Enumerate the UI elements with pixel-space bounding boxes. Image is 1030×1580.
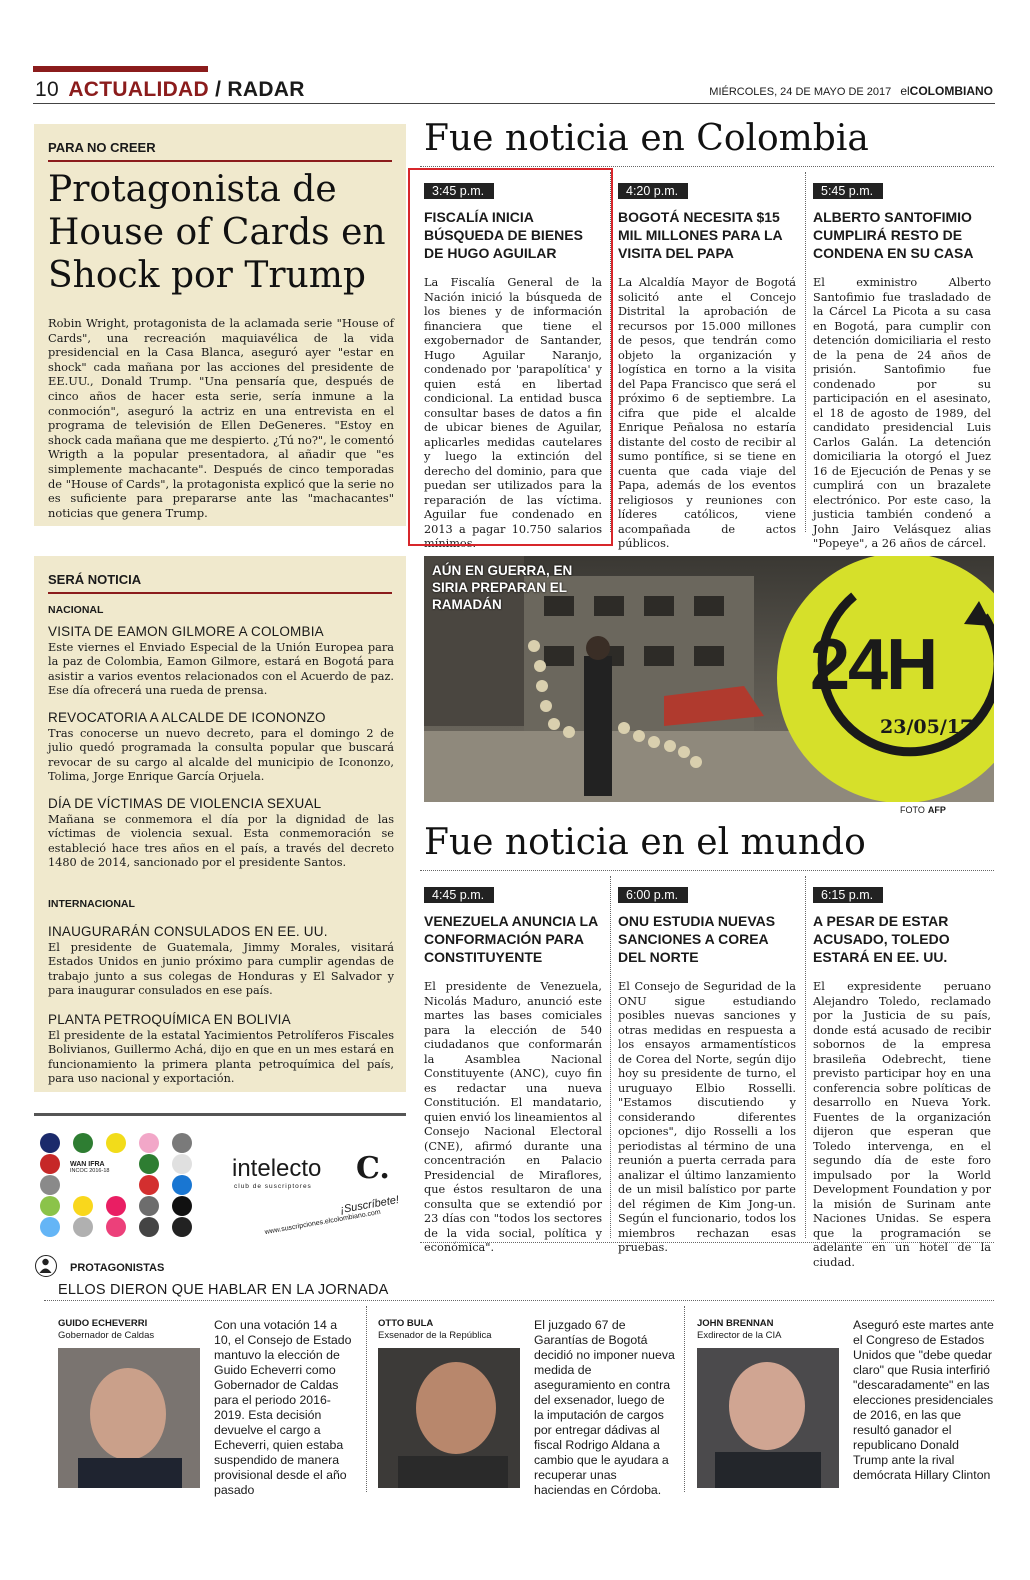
news-item <box>424 886 602 1256</box>
para-no-creer-panel <box>34 124 406 526</box>
news-headline: ALBERTO SANTOFIMIO CUMPLIRÁ RESTO DE CONDENA EN SU CASA <box>813 209 974 261</box>
page-header <box>33 74 995 104</box>
color-dot <box>40 1154 60 1174</box>
header-right <box>709 84 993 98</box>
news-body: El Consejo de Seguridad de la ONU sigue estudiando posibles nuevas sanciones y otras medidas en respuesta a los ensayos armamentísticos de Corea del Norte, según dijo hoy su presidente de turno, el uruguayo Elbio Rosselli. "Estamos discutiendo y considerando diferentes opciones", dijo Rosselli a los periodistas al término de una reunión a puerta cerrada para analizar el último lanzamiento de un misil balístico por parte del régimen de Kim Jong-un. Según el funcionario, todos los miembros rechazan esas pruebas. <box>618 980 796 1254</box>
news-headline: BOGOTÁ NECESITA $15 MIL MILLONES PARA LA VISITA DEL PAPA <box>618 209 783 261</box>
news-headline: A PESAR DE ESTAR ACUSADO, TOLEDO ESTARÁ EN EE. UU. <box>813 913 950 965</box>
color-dot <box>139 1217 159 1237</box>
24h-date: 23/05/17 <box>880 716 974 738</box>
ad-separator <box>34 1113 406 1116</box>
news-time: 4:20 p.m. <box>618 183 688 199</box>
section-label <box>35 78 305 102</box>
agenda-item <box>48 924 394 999</box>
section-name: ACTUALIDAD <box>68 78 209 101</box>
news-time: 4:45 p.m. <box>424 887 494 903</box>
protagonist-text: Con una votación 14 a 10, el Consejo de Estado mantuvo la elección de Guido Echeverri como Gobernador de Caldas para el periodo 2016-2019. Esta decisión devuelve el cargo a Echeverri, quien estaba suspendido de manera provisional desde el año pasado <box>214 1318 352 1497</box>
agenda-item-body: Mañana se conmemora el día por la dignidad de las víctimas de violencia sexual. Esta conmemoración se estableció hace tres años en el país, a través del decreto 1480 de 2014, sancionado por el presidente Santos. <box>48 813 394 870</box>
news-item <box>813 886 991 1270</box>
color-dot <box>139 1196 159 1216</box>
photo-caption: AÚN EN GUERRA, EN SIRIA PREPARAN EL RAMADÁN <box>432 563 573 612</box>
section-rule <box>420 870 994 871</box>
photo-credit-agency: AFP <box>927 805 946 815</box>
news-body: El expresidente peruano Alejandro Toledo, reclamado por la Justicia de su país, donde está acusado de recibir sobornos de la empresa brasileña Odebrecht, tiene previsto participar hoy en una conferencia sobre políticas de desarrollo en Nueva York. Fuentes de la organización dijeron que esperan que Toledo intervenga, en el segundo día de este foro impulsado por la World Development Foundation y por la misión de Surinam ante Naciones Unidas. Se espera que la programación se adelante en un hotel de la ciudad. <box>813 980 991 1269</box>
para-no-creer-body: Robin Wright, protagonista de la aclamada serie "House of Cards", una recreación maquiavélica de la vida presidencial en la Casa Blanca, aseguró ayer "estar en shock" cada mañana por las acciones del presidente de EE.UU., Donald Trump. "Una pensaría que, después de cinco años de hacer esta serie, sería inmune a la conmoción", aseguró la actriz en una entrevista en el programa de televisión de Ellen DeGeneres. "Estoy en shock cada mañana que me despierto. ¿Tú no?", le comentó Wrigth a la popular presentadora, al añadir que "es simplemente machacante". Después de cinco temporadas de "House of Cards", la protagonista explicó que la serie no es suficiente para prepararse ante las "machacantes" noticias que genera Trump. <box>48 316 394 520</box>
subsection-name: RADAR <box>227 78 305 101</box>
news-time: 3:45 p.m. <box>424 183 494 199</box>
news-body: El presidente de Venezuela, Nicolás Maduro, anunció este martes las bases comiciales para la elección de 540 ciudadanos que conformarán la Asamblea Nacional Constituyente (ANC), cuyo fin es redactar una nueva Constitución. El mandatario, quien envió los lineamientos al Consejo Nacional Electoral (CNE), afirmó durante una concentración en Palacio Presidencial de Miraflores, que éstos resultaron de una consulta que se extendió por 23 días con "todos los sectores de la vida social, política y económica". <box>424 980 602 1254</box>
section-rule <box>420 166 994 167</box>
protagonist-photo <box>58 1348 200 1488</box>
color-dot <box>40 1196 60 1216</box>
el-colombiano-mark: C. <box>356 1151 390 1186</box>
agenda-item <box>48 796 394 871</box>
para-no-creer-headline: Protagonista de House of Cards en Shock por Trump <box>48 169 386 296</box>
color-dot <box>40 1133 60 1153</box>
person-icon <box>35 1255 57 1277</box>
news-body: La Fiscalía General de la Nación inició la búsqueda de los bienes y de información financiera que tiene el exgobernador de Santander, Hugo Aguilar Naranjo, condenado por 'parapolítica' y quien está en libertad condicional. La entidad busca consultar bases de datos a fin de ubicar bienes de Aguilar, aplicarles medidas cautelares y luego la extinción del derecho del dominio, para que puedan ser utilizados para la reparación de las víctima. Aguilar fue condenado en 2013 a pagar 10.750 salarios mínimos. <box>424 276 602 550</box>
color-dot <box>172 1175 192 1195</box>
protagonist-name: JOHN BRENNAN <box>697 1318 774 1329</box>
highlight-box <box>408 168 613 546</box>
agenda-item-title: VISITA DE EAMON GILMORE A COLOMBIA <box>48 624 324 639</box>
brand-prefix: el <box>900 84 910 98</box>
protagonistas-subtitle: ELLOS DIERON QUE HABLAR EN LA JORNADA <box>58 1282 389 1298</box>
color-dot <box>106 1217 126 1237</box>
agenda-item-title: INAUGURARÁN CONSULADOS EN EE. UU. <box>48 924 328 939</box>
protagonist-name: OTTO BULA <box>378 1318 434 1329</box>
protagonistas-kicker: PROTAGONISTAS <box>70 1262 165 1274</box>
section-separator: / <box>215 78 222 101</box>
wan-ifra-logo <box>70 1161 122 1174</box>
column-divider <box>610 876 611 1238</box>
section-rule <box>44 1300 994 1301</box>
news-item <box>618 182 796 552</box>
news-item <box>618 886 796 1256</box>
photo-credit-label: FOTO <box>900 805 925 815</box>
internacional-label: INTERNACIONAL <box>48 898 135 910</box>
color-dot <box>106 1133 126 1153</box>
protagonist-text: Aseguró este martes ante el Congreso de Estados Unidos que "debe quedar claro" que Rusia interfirió "descaradamente" en las elecciones presidenciales de 2016, en las que resultó ganador el republicano Donald Trump ante la rival demócrata Hillary Clinton <box>853 1318 994 1482</box>
color-dot <box>172 1133 192 1153</box>
news-time: 5:45 p.m. <box>813 183 883 199</box>
agenda-item-title: REVOCATORIA A ALCALDE DE ICONONZO <box>48 710 326 725</box>
wan-ifra-logo-sub: INCOC 2016-18 <box>70 1168 110 1174</box>
section-rule <box>420 1242 994 1243</box>
agenda-item-body: Este viernes el Enviado Especial de la Unión Europea para la paz de Colombia, Eamon Gilmore, estará en Bogotá para asistir a varios eventos relacionados con el Acuerdo de paz. Ese día ofrecerá una rueda de prensa. <box>48 641 394 698</box>
protagonist-role: Exsenador de la República <box>378 1330 492 1341</box>
news-item <box>813 182 991 552</box>
intelecto-sub: club de suscriptores <box>234 1183 312 1190</box>
wan-ifra-logo-text: WAN IFRA <box>70 1161 105 1168</box>
color-dot <box>172 1217 192 1237</box>
agenda-item <box>48 624 394 699</box>
color-dot <box>139 1133 159 1153</box>
agenda-item <box>48 710 394 785</box>
24h-badge: 24H <box>810 625 937 705</box>
kicker-rule <box>48 160 392 162</box>
color-dot <box>139 1154 159 1174</box>
protagonist-photo <box>378 1348 520 1488</box>
color-dot <box>106 1196 126 1216</box>
photo-credit <box>900 805 946 815</box>
color-dot <box>40 1217 60 1237</box>
color-dot <box>139 1175 159 1195</box>
color-dot <box>73 1133 93 1153</box>
agenda-item <box>48 1012 394 1087</box>
color-dot <box>73 1217 93 1237</box>
agenda-item-body: El presidente de la estatal Yacimientos Petrolíferos Fiscales Bolivianos, Guillermo Achá, dijo en que en un mes estará en funcionamiento la primera planta petroquímica del país, para uso nacional y exportación. <box>48 1029 394 1086</box>
news-headline: FISCALÍA INICIA BÚSQUEDA DE BIENES DE HUGO AGUILAR <box>424 209 583 261</box>
color-dot <box>172 1196 192 1216</box>
news-headline: ONU ESTUDIA NUEVAS SANCIONES A COREA DEL NORTE <box>618 913 776 965</box>
kicker-rule <box>48 592 392 594</box>
protagonist-role: Exdirector de la CIA <box>697 1330 782 1341</box>
column-divider <box>805 172 806 532</box>
header-accent-bar <box>33 66 208 72</box>
color-dot <box>40 1175 60 1195</box>
protagonist-photo <box>697 1348 839 1488</box>
brand-name: COLOMBIANO <box>909 84 993 98</box>
mundo-section-title: Fue noticia en el mundo <box>424 822 866 863</box>
nacional-label: NACIONAL <box>48 604 104 616</box>
agenda-item-body: Tras conocerse un nuevo decreto, para el domingo 2 de julio quedó programada la consulta popular que buscará revocar de su cargo al alcalde del municipio de Icononzo, Tolima, Jorge Enrique García Orjuela. <box>48 727 394 784</box>
news-time: 6:15 p.m. <box>813 887 883 903</box>
protagonist-role: Gobernador de Caldas <box>58 1330 155 1341</box>
color-dot <box>172 1154 192 1174</box>
para-no-creer-kicker: PARA NO CREER <box>48 140 156 155</box>
column-divider <box>805 876 806 1238</box>
sera-noticia-panel <box>34 556 406 1092</box>
issue-date: MIÉRCOLES, 24 DE MAYO DE 2017 <box>709 86 892 98</box>
subscribe-cta[interactable]: ¡Suscríbete! <box>339 1193 400 1217</box>
subscribe-url[interactable]: www.suscripciones.elcolombiano.com <box>264 1208 382 1237</box>
news-photo <box>424 556 994 802</box>
news-body: La Alcaldía Mayor de Bogotá solicitó ante el Concejo Distrital la aprobación de recursos por 15.000 millones de pesos, que tendrán como objeto la organización y logística en torno a la visita del Papa Francisco que será el próximo 6 de septiembre. La cifra que pide el alcalde Enrique Peñalosa no estaría distante del costo de recibir al sumo pontífice, si se tiene en cuenta que cada viaje del Papa, además de los eventos religiosos y reuniones con líderes católicos, viene acompañada de actos públicos. <box>618 276 796 550</box>
news-headline: VENEZUELA ANUNCIA LA CONFORMACIÓN PARA CONSTITUYENTE <box>424 913 598 965</box>
sera-noticia-kicker: SERÁ NOTICIA <box>48 572 142 587</box>
intelecto-logo: intelecto <box>232 1155 322 1182</box>
news-body: El exministro Alberto Santofimio fue trasladado de la Cárcel La Picota a su casa en Bogotá, para cumplir con detención domiciliaria el resto de la pena de 24 años de prisión. Santofimio fue condenado por su participación en el asesinato, el 18 de agosto de 1989, del candidato presidencial Luis Carlos Galán. La detención domiciliaria la otorgó el Juez 16 de Ejecución de Penas y se cumplirá con un brazalete electrónico. Por este caso, la justicia también condenó a John Jairo Velásquez alias "Popeye", a 26 años de cárcel. <box>813 276 991 550</box>
column-divider <box>684 1306 685 1492</box>
agenda-item-body: El presidente de Guatemala, Jimmy Morales, visitará Estados Unidos en junio próximo para cumplir agendas de trabajo junto a sus colegas de Honduras y El Salvador y para inaugurar consulados en ese país. <box>48 941 394 998</box>
page-number: 10 <box>35 78 59 101</box>
color-dot <box>73 1196 93 1216</box>
protagonist-text: El juzgado 67 de Garantías de Bogotá decidió no imponer nueva medida de aseguramiento en contra del exsenador, luego de la imputación de cargos por entregar dádivas al fiscal Rodrigo Aldana a cambio que le ayudara a recuperar unas haciendas en Córdoba. <box>534 1318 675 1497</box>
protagonist-name: GUIDO ECHEVERRI <box>58 1318 148 1329</box>
agenda-item-title: PLANTA PETROQUÍMICA EN BOLIVIA <box>48 1012 291 1027</box>
colombia-section-title: Fue noticia en Colombia <box>424 118 869 159</box>
wan-ifra-ad <box>40 1133 208 1241</box>
column-divider <box>366 1306 367 1492</box>
news-time: 6:00 p.m. <box>618 887 688 903</box>
agenda-item-title: DÍA DE VÍCTIMAS DE VIOLENCIA SEXUAL <box>48 796 322 811</box>
intelecto-ad[interactable] <box>228 1133 408 1241</box>
